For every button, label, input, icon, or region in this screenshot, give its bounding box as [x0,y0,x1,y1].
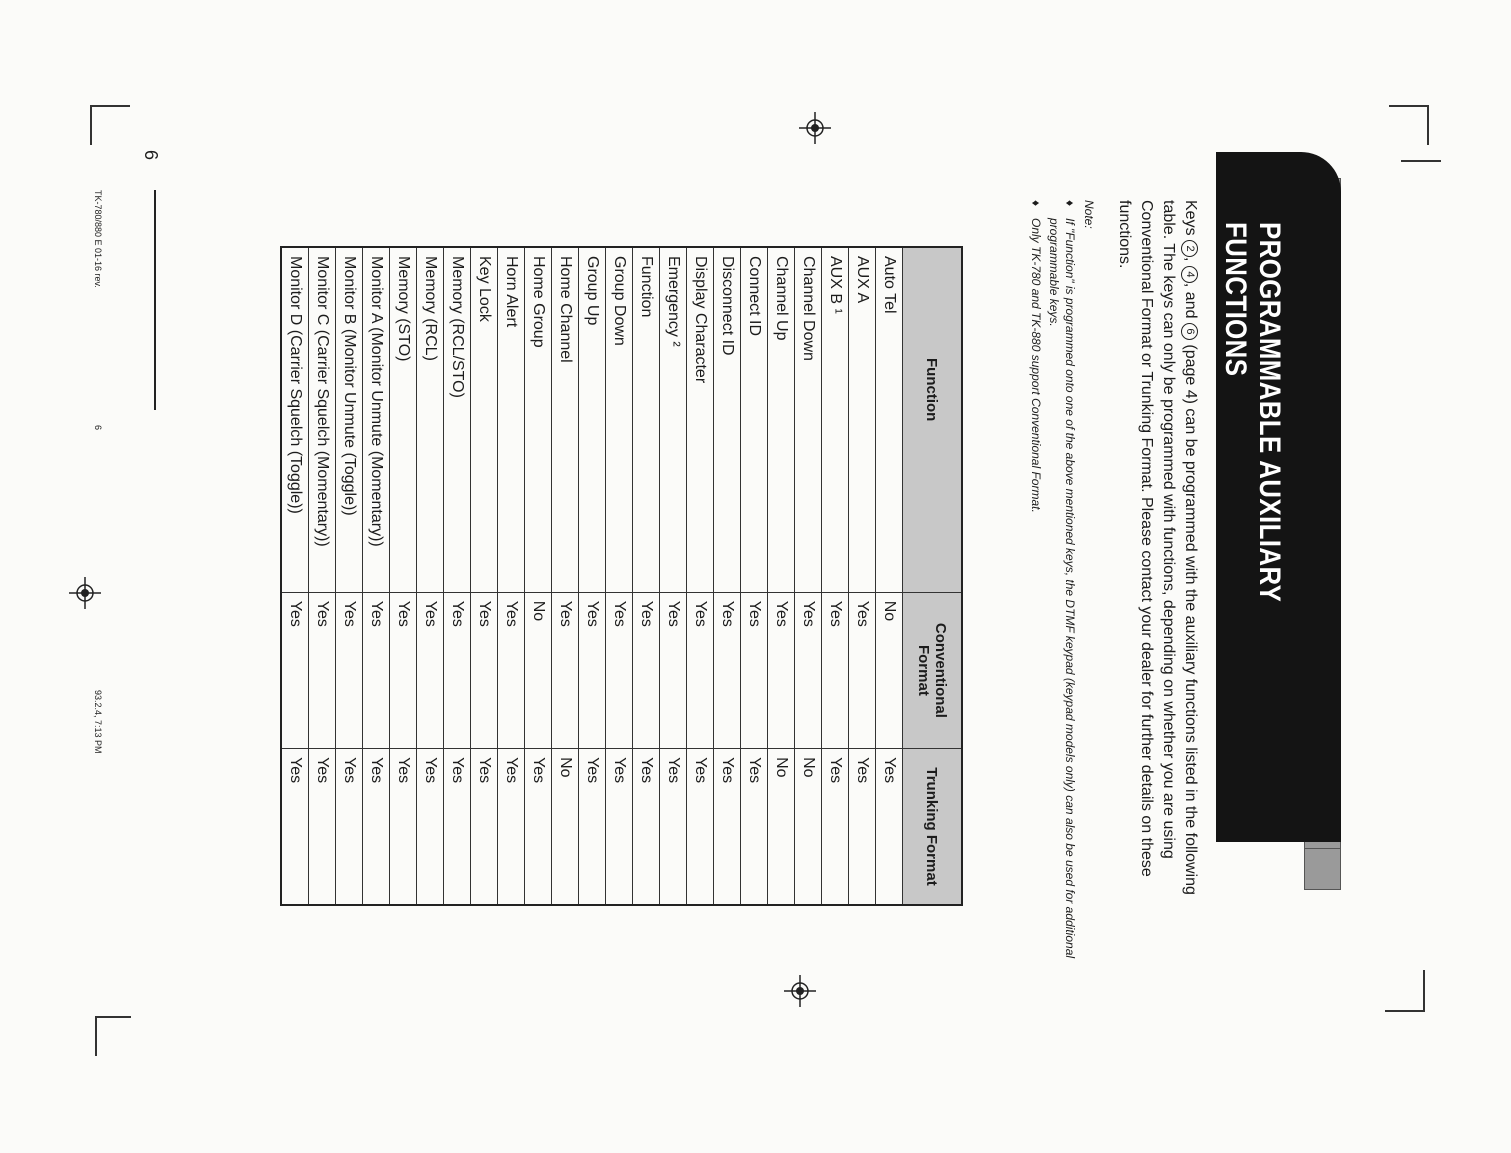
trunking-cell: Yes [876,749,903,905]
table-row [822,247,849,905]
table-row [363,247,390,905]
crop-mark [1423,970,1425,1010]
table-row [579,247,606,905]
notes-section [1026,200,1096,960]
trunking-cell: Yes [579,749,606,905]
conventional-cell: Yes [849,592,876,748]
trunking-cell: Yes [741,749,768,905]
table-header-row [903,247,963,905]
table-row [714,247,741,905]
note-item [1028,200,1044,960]
table-row [606,247,633,905]
function-cell: Home Channel [552,247,579,592]
function-cell: Disconnect ID [714,247,741,592]
note-item [1046,200,1078,960]
crop-mark [1385,1010,1425,1012]
function-cell: Monitor A (Monitor Unmute (Momentary)) [363,247,390,592]
key-2-badge: 2 [1181,240,1198,257]
function-cell: Memory (STO) [390,247,417,592]
table-row [660,247,687,905]
file-stamp: TK-780/880 E 01-16 rev. [93,190,103,288]
crop-mark [1389,105,1429,107]
column-header-function: Function [903,247,963,592]
footer-rule [154,190,156,410]
conventional-cell: Yes [336,592,363,748]
conventional-cell: No [525,592,552,748]
key-4-badge: 4 [1181,266,1198,283]
function-cell: Monitor C (Carrier Squelch (Momentary)) [309,247,336,592]
trunking-cell: No [552,749,579,905]
trunking-cell: Yes [849,749,876,905]
table-row [849,247,876,905]
table-row [444,247,471,905]
table-row [471,247,498,905]
table-row [525,247,552,905]
page-number: 6 [141,150,161,161]
conventional-cell: Yes [741,592,768,748]
conventional-cell: Yes [822,592,849,748]
function-cell: Monitor B (Monitor Unmute (Toggle)) [336,247,363,592]
trunking-cell: Yes [281,749,309,905]
note-text: Only TK-780 and TK-880 support Conventional Format. [1029,218,1043,513]
function-cell: Home Group [525,247,552,592]
crop-mark [95,1016,131,1018]
trunking-cell: Yes [606,749,633,905]
function-cell: Auto Tel [876,247,903,592]
function-cell: Monitor D (Carrier Squelch (Toggle)) [281,247,309,592]
function-cell: Function [633,247,660,592]
registration-target-icon [784,975,816,1007]
function-cell: Group Up [579,247,606,592]
function-cell: Display Character [687,247,714,592]
table-body [281,247,903,905]
function-cell: Key Lock [471,247,498,592]
trunking-cell: Yes [363,749,390,905]
crop-mark [95,1016,97,1056]
diamond-bullet-icon: ♦ [1063,200,1077,207]
trunking-cell: Yes [444,749,471,905]
function-cell: Channel Up [768,247,795,592]
function-cell: Horn Alert [498,247,525,592]
function-cell: Emergency ² [660,247,687,592]
trunking-cell: Yes [390,749,417,905]
conventional-cell: Yes [417,592,444,748]
conventional-cell: Yes [633,592,660,748]
conventional-cell: Yes [363,592,390,748]
trunking-cell: Yes [417,749,444,905]
conventional-cell: Yes [444,592,471,748]
conventional-cell: Yes [281,592,309,748]
crop-mark [90,105,92,145]
trunking-cell: Yes [498,749,525,905]
registration-target-icon [69,577,101,609]
functions-table [280,246,963,906]
diamond-bullet-icon: ♦ [1029,200,1043,207]
registration-target-icon [799,112,831,144]
column-header-trunking: Trunking Format [903,749,963,905]
conventional-cell: Yes [552,592,579,748]
trunking-cell: Yes [687,749,714,905]
table-row [498,247,525,905]
trunking-cell: Yes [714,749,741,905]
table-row [876,247,903,905]
table-row [687,247,714,905]
trunking-cell: Yes [822,749,849,905]
conventional-cell: Yes [795,592,822,748]
function-cell: Connect ID [741,247,768,592]
conventional-cell: Yes [606,592,633,748]
table-row [390,247,417,905]
conventional-cell: Yes [471,592,498,748]
note-label: Note: [1082,200,1096,229]
crop-mark [90,105,130,107]
function-cell: AUX A [849,247,876,592]
conventional-cell: Yes [660,592,687,748]
table-row [336,247,363,905]
heading-band [1216,152,1341,842]
trunking-cell: Yes [633,749,660,905]
table-row [281,247,309,905]
trunking-cell: Yes [525,749,552,905]
trunking-cell: Yes [660,749,687,905]
conventional-cell: Yes [309,592,336,748]
table-row [768,247,795,905]
table-row [741,247,768,905]
conventional-cell: Yes [714,592,741,748]
conventional-cell: Yes [579,592,606,748]
trunking-cell: Yes [336,749,363,905]
function-cell: Memory (RCL) [417,247,444,592]
page-title: PROGRAMMABLE AUXILIARY FUNCTIONS [1219,222,1286,602]
trunking-cell: Yes [309,749,336,905]
sheet-number: 6 [93,425,103,431]
table-row [417,247,444,905]
conventional-cell: Yes [390,592,417,748]
trunking-cell: No [768,749,795,905]
conventional-cell: Yes [768,592,795,748]
intro-paragraph [1113,200,1201,900]
intro-text: (page 4) can be programmed with the auxiliary functions listed in the following table. The keys can only be programmed with functions, depending on whether you are using Conventional Format or Trunking Format. Please contact your dealer for further details on these functions. [1116,200,1199,895]
crop-mark [1427,105,1429,145]
table-row [309,247,336,905]
conventional-cell: Yes [498,592,525,748]
trunking-cell: Yes [471,749,498,905]
table-row [633,247,660,905]
table-row [795,247,822,905]
date-stamp: 93.2.4, 7:13 PM [93,690,103,754]
section-tab [1304,848,1341,890]
function-cell: Channel Down [795,247,822,592]
intro-text: , and [1182,282,1199,323]
function-cell: Group Down [606,247,633,592]
intro-text: Keys [1182,200,1199,241]
function-cell: Memory (RCL/STO) [444,247,471,592]
conventional-cell: Yes [687,592,714,748]
conventional-cell: No [876,592,903,748]
trunking-cell: No [795,749,822,905]
note-text: If "Function" is programmed onto one of the above mentioned keys, the DTMF keypad (keypad models only) can also be used for additional programmable keys. [1047,218,1077,959]
crop-mark [1401,160,1441,162]
intro-text: , [1182,257,1199,266]
table-row [552,247,579,905]
column-header-conventional: Conventional Format [903,592,963,748]
function-cell: AUX B ¹ [822,247,849,592]
key-6-badge: 6 [1181,323,1198,340]
